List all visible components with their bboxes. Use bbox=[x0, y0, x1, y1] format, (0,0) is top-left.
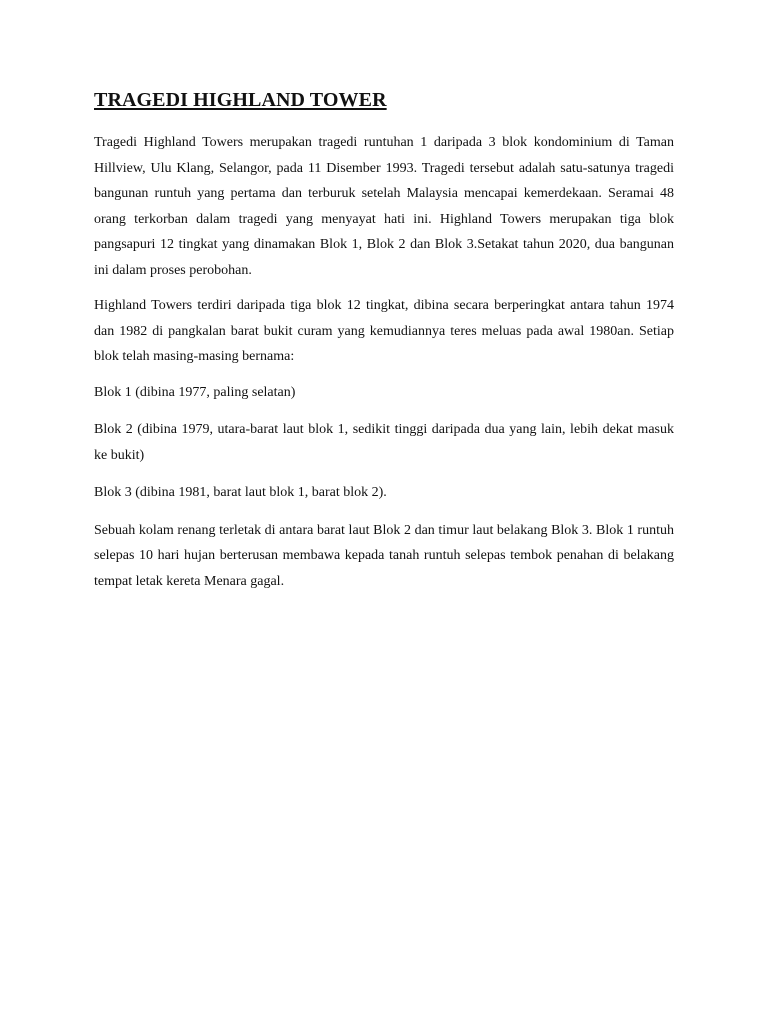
paragraph-collapse: Sebuah kolam renang terletak di antara barat laut Blok 2 dan timur laut belakang Blok 3. Blok 1 runtuh selepas 10 hari hujan berterusan membawa kepada tanah runtuh selepas tembok penahan di belakang tempat letak kereta Menara gagal. bbox=[94, 522, 674, 589]
paragraph-intro: Tragedi Highland Towers merupakan tragedi runtuhan 1 daripada 3 blok kondominium di Taman Hillview, Ulu Klang, Selangor, pada 11 Disember 1993. Tragedi tersebut adalah satu-satunya tragedi bangunan runtuh yang pertama dan terburuk setelah Malaysia mencapai kemerdekaan. Seramai 48 orang terkorban dalam tragedi yang menyayat hati ini. Highland Towers merupakan tiga blok pangsapuri 12 tingkat yang dinamakan Blok 1, Blok 2 dan Blok 3.Setakat tahun 2020, dua bangunan ini dalam proses perobohan. bbox=[94, 135, 674, 278]
document-title: TRAGEDI HIGHLAND TOWER bbox=[94, 89, 387, 111]
paragraph-blok-2: Blok 2 (dibina 1979, utara-barat laut blok 1, sedikit tinggi daripada dua yang lain, lebih dekat masuk ke bukit) bbox=[94, 422, 674, 463]
paragraph-blok-1: Blok 1 (dibina 1977, paling selatan) bbox=[94, 384, 296, 400]
document-body bbox=[94, 86, 674, 604]
paragraph-construction: Highland Towers terdiri daripada tiga blok 12 tingkat, dibina secara berperingkat antara tahun 1974 dan 1982 di pangkalan barat bukit curam yang kemudiannya teres meluas pada awal 1980an. Setiap blok telah masing-masing bernama: bbox=[94, 298, 674, 364]
paragraph-blok-3: Blok 3 (dibina 1981, barat laut blok 1, barat blok 2). bbox=[94, 485, 387, 500]
